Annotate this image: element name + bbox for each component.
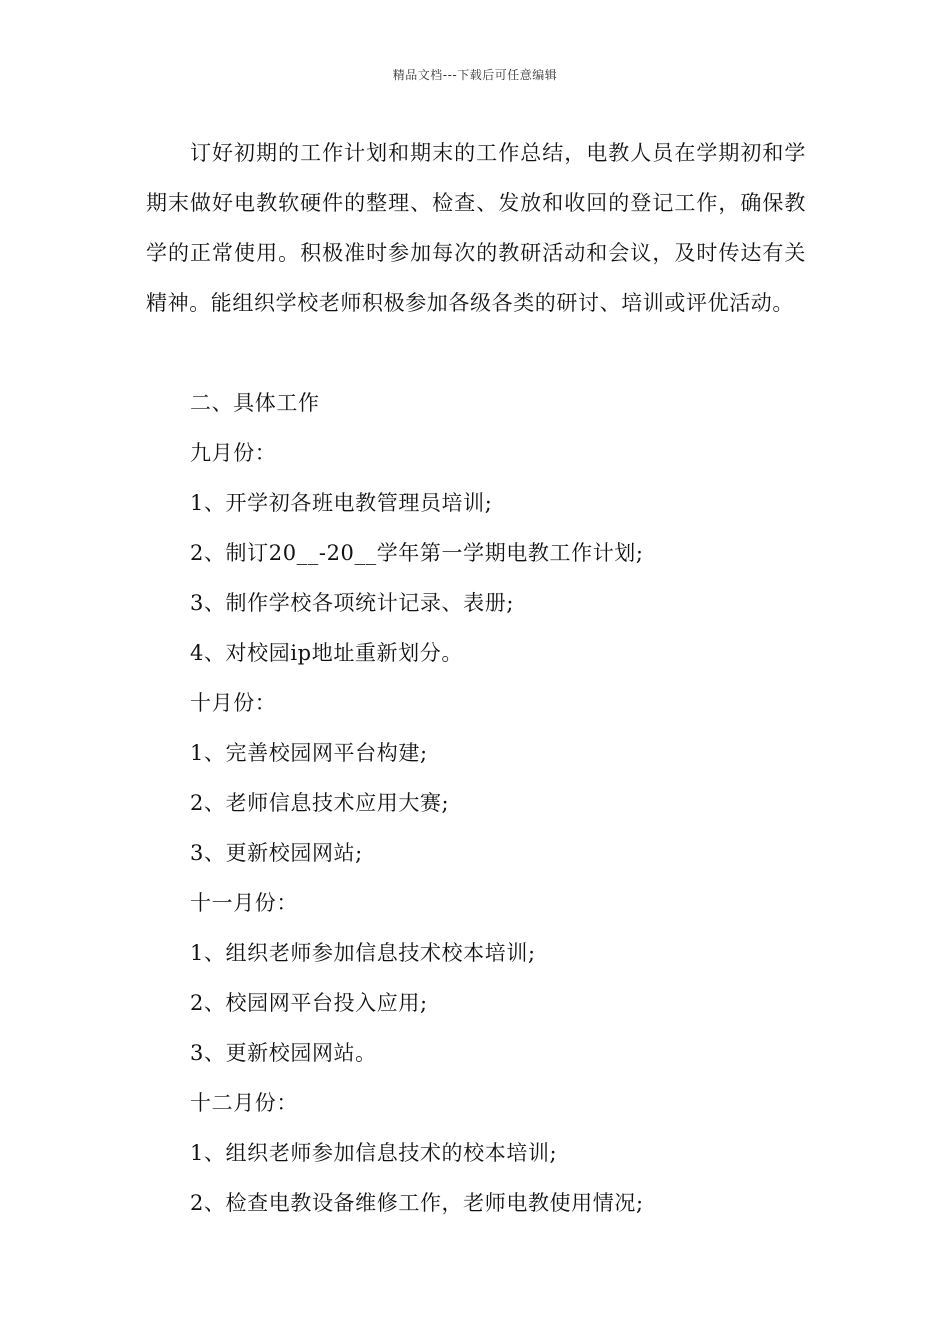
list-item: 2、校园网平台投入应用; <box>190 991 428 1015</box>
list-item: 1、组织老师参加信息技术校本培训; <box>190 941 536 965</box>
intro-paragraph: 订好初期的工作计划和期末的工作总结，电教人员在学期初和学期末做好电教软硬件的整理、检查、发放和收回的登记工作，确保教学的正常使用。积极准时参加每次的教研活动和会议，及时传达有关精神。能组织学校老师积极参加各级各类的研讨、培训或评优活动。 <box>146 141 806 315</box>
list-item: 3、制作学校各项统计记录、表册; <box>190 591 515 615</box>
list-item: 1、完善校园网平台构建; <box>190 741 428 765</box>
month-heading-december: 十二月份： <box>190 1091 298 1115</box>
list-item: 1、开学初各班电教管理员培训; <box>190 491 493 515</box>
work-plan-list <box>190 378 810 1228</box>
list-item: 2、检查电教设备维修工作，老师电教使用情况; <box>190 1191 644 1215</box>
month-heading-november: 十一月份： <box>190 891 298 915</box>
page-header: 精品文档---下载后可任意编辑 <box>392 68 558 82</box>
list-item: 2、老师信息技术应用大赛; <box>190 791 450 815</box>
list-item: 1、组织老师参加信息技术的校本培训; <box>190 1141 558 1165</box>
list-item: 4、对校园ip地址重新划分。 <box>190 641 463 665</box>
month-heading-september: 九月份： <box>190 441 277 465</box>
list-item: 2、制订20__-20__学年第一学期电教工作计划; <box>190 541 644 565</box>
section-heading: 二、具体工作 <box>190 391 320 415</box>
list-item: 3、更新校园网站; <box>190 841 363 865</box>
month-heading-october: 十月份： <box>190 691 277 715</box>
list-item: 3、更新校园网站。 <box>190 1041 377 1065</box>
